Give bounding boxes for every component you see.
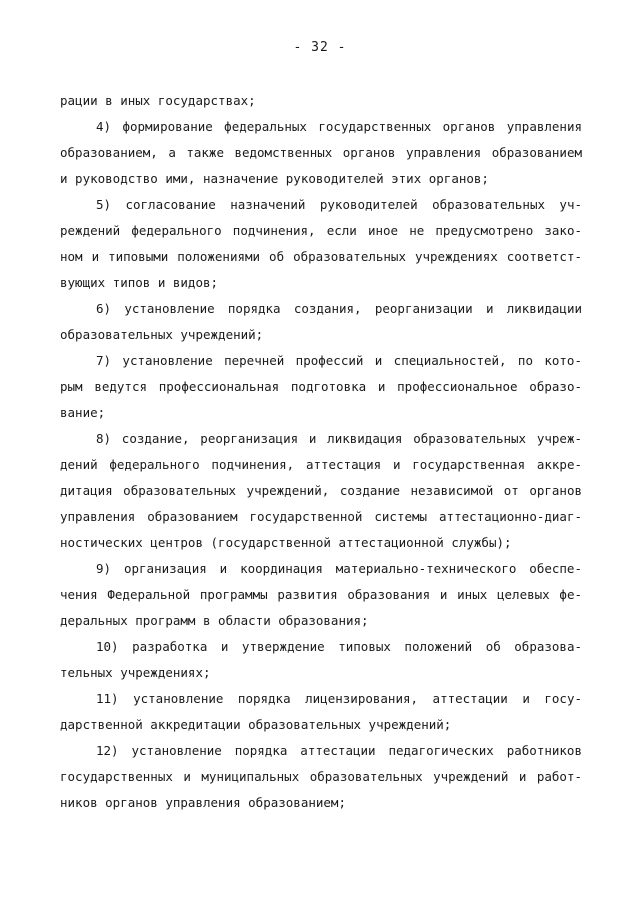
text-line: 5) согласование назначений руководителей образовательных уч-	[96, 197, 582, 212]
text-line: рым ведутся профессиональная подготовка и профессиональное образо-	[60, 379, 582, 394]
text-line: 11) установление порядка лицензирования, аттестации и госу-	[96, 691, 582, 706]
text-line: дений федерального подчинения, аттестация и государственная аккре-	[60, 457, 582, 472]
text-line: деральных программ в области образования;	[60, 613, 369, 628]
text-line: и руководство ими, назначение руководителей этих органов;	[60, 171, 489, 186]
text-line: 4) формирование федеральных государственных органов управления	[96, 119, 582, 134]
text-line: образованием, а также ведомственных органов управления образованием	[60, 145, 582, 160]
text-line: вующих типов и видов;	[60, 275, 219, 290]
text-line: тельных учреждениях;	[60, 665, 211, 680]
page-number: - 32 -	[293, 40, 347, 55]
text-line: реждений федерального подчинения, если иное не предусмотрено зако-	[60, 223, 582, 238]
text-line: рации в иных государствах;	[60, 93, 256, 108]
text-line: образовательных учреждений;	[60, 327, 264, 342]
text-line: управления образованием государственной системы аттестационно-диаг-	[60, 509, 582, 524]
text-line: 6) установление порядка создания, реорганизации и ликвидации	[96, 301, 582, 316]
text-line: 9) организация и координация материально-технического обеспе-	[96, 561, 582, 576]
text-line: государственных и муниципальных образовательных учреждений и работ-	[60, 769, 582, 784]
text-line: дитация образовательных учреждений, создание независимой от органов	[60, 483, 582, 498]
text-line: 10) разработка и утверждение типовых положений об образова-	[96, 639, 582, 654]
text-line: ников органов управления образованием;	[60, 795, 346, 810]
document-body	[60, 88, 582, 816]
text-line: 12) установление порядка аттестации педагогических работников	[96, 743, 582, 758]
text-line: ностических центров (государственной аттестационной службы);	[60, 535, 512, 550]
text-line: 8) создание, реорганизация и ликвидация образовательных учреж-	[96, 431, 582, 446]
text-line: дарственной аккредитации образовательных учреждений;	[60, 717, 452, 732]
text-line: вание;	[60, 405, 106, 420]
text-line: чения Федеральной программы развития образования и иных целевых фе-	[60, 587, 582, 602]
text-line: ном и типовыми положениями об образовательных учреждениях соответст-	[60, 249, 582, 264]
text-line: 7) установление перечней профессий и специальностей, по кото-	[96, 353, 582, 368]
